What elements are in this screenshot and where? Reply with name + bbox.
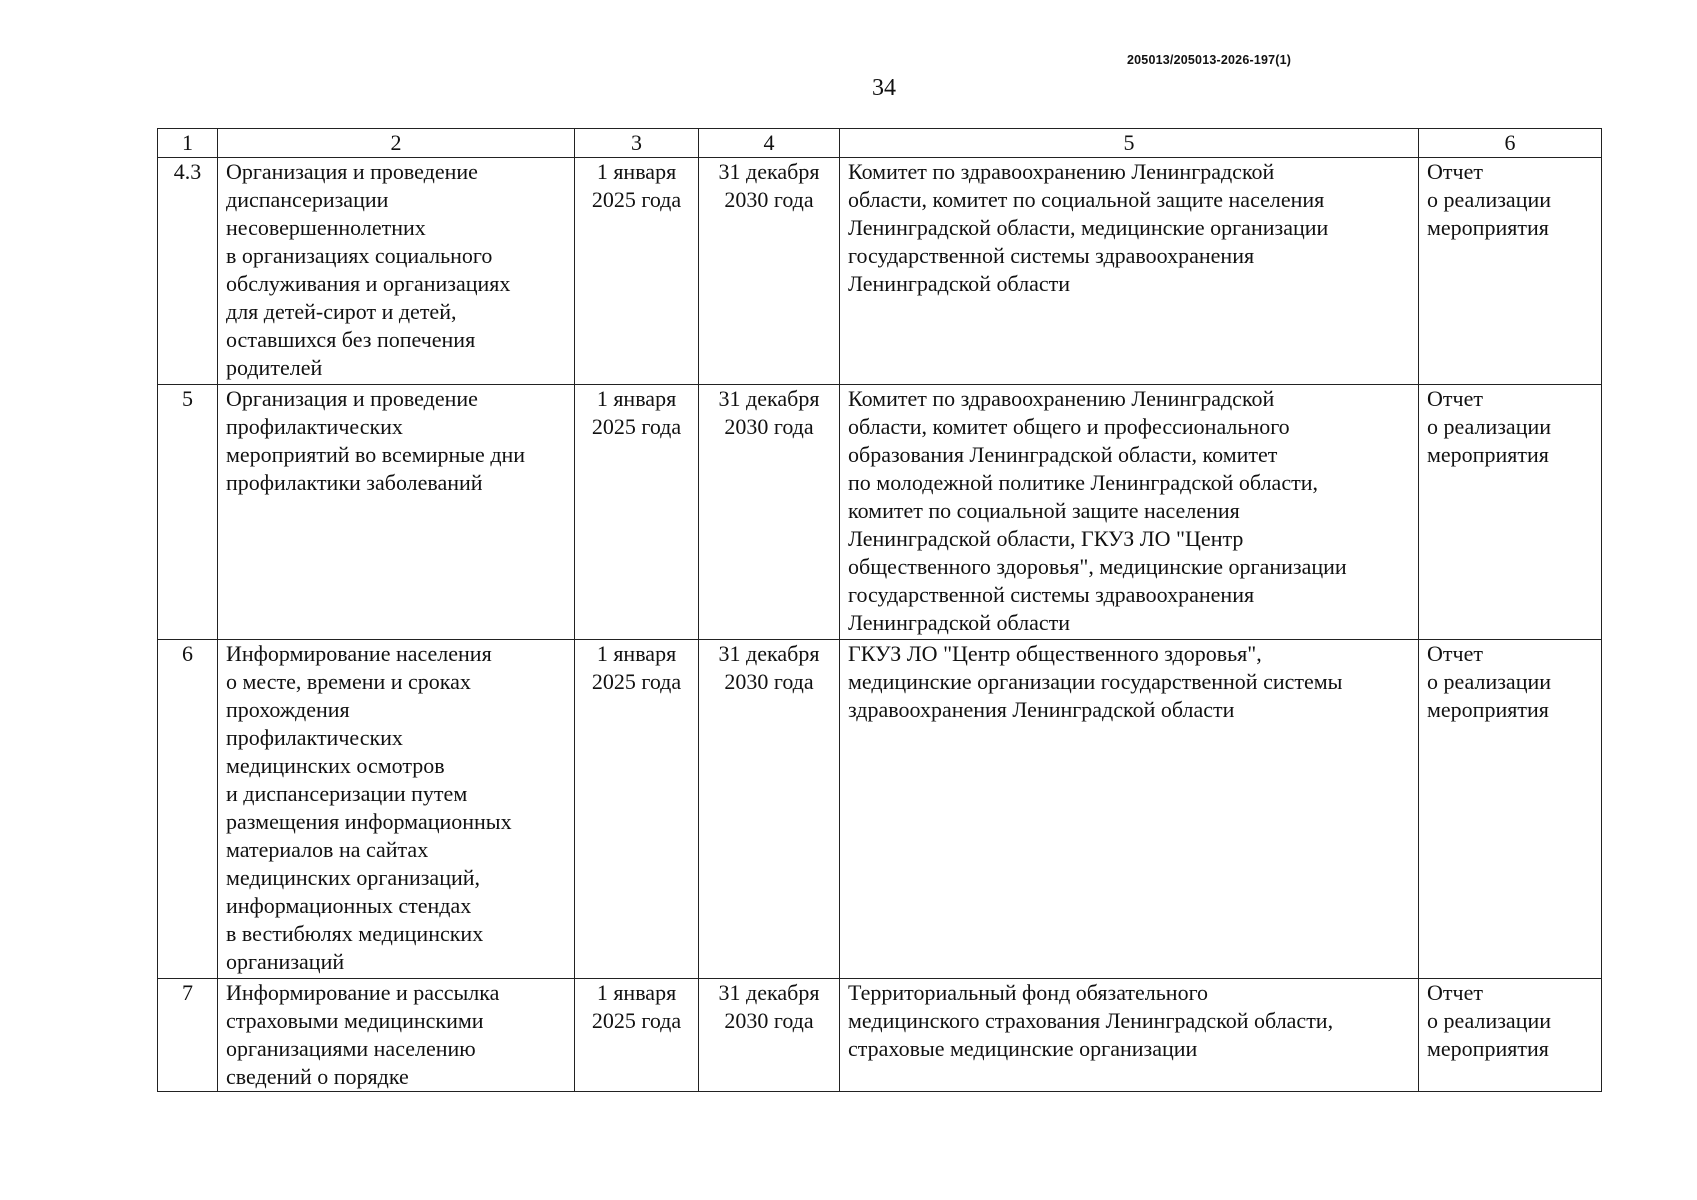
start-date-cell: 1 января 2025 года: [575, 640, 699, 979]
activity-cell: Информирование населения о месте, времени и сроках прохождения профилактических медицинских осмотров и диспансеризации путем размещения информационных материалов на сайтах медицинских организаций, информационных стендах в вестибюлях медицинских организаций: [218, 640, 575, 979]
page-number: 34: [872, 75, 896, 101]
column-header-3: 3: [575, 129, 699, 158]
column-header-6: 6: [1419, 129, 1602, 158]
column-header-2: 2: [218, 129, 575, 158]
executors-cell: Комитет по здравоохранению Ленинградской области, комитет по социальной защите населения Ленинградской области, медицинские организации государственной системы здравоохранения Ленинградской области: [840, 158, 1419, 385]
activity-cell: Организация и проведение диспансеризации несовершеннолетних в организациях социального обслуживания и организациях для детей-сирот и детей, оставшихся без попечения родителей: [218, 158, 575, 385]
start-date-cell: 1 января 2025 года: [575, 158, 699, 385]
table-row: [158, 979, 1602, 1092]
column-header-1: 1: [158, 129, 218, 158]
end-date-cell: 31 декабря 2030 года: [699, 640, 840, 979]
row-number: 5: [158, 385, 218, 640]
result-cell: Отчет о реализации мероприятия: [1419, 158, 1602, 385]
end-date-cell: 31 декабря 2030 года: [699, 979, 840, 1092]
executors-cell: ГКУЗ ЛО "Центр общественного здоровья", медицинские организации государственной системы здравоохранения Ленинградской области: [840, 640, 1419, 979]
start-date-cell: 1 января 2025 года: [575, 979, 699, 1092]
row-number: 4.3: [158, 158, 218, 385]
activity-table: [157, 128, 1602, 1092]
table-row: [158, 640, 1602, 979]
executors-cell: Комитет по здравоохранению Ленинградской области, комитет общего и профессионального образования Ленинградской области, комитет по молодежной политике Ленинградской области, комитет по социальной защите населения Ленинградской области, ГКУЗ ЛО "Центр общественного здоровья", медицинские организации государственной системы здравоохранения Ленинградской области: [840, 385, 1419, 640]
result-cell: Отчет о реализации мероприятия: [1419, 640, 1602, 979]
column-header-5: 5: [840, 129, 1419, 158]
activity-cell: Организация и проведение профилактических мероприятий во всемирные дни профилактики заболеваний: [218, 385, 575, 640]
row-number: 7: [158, 979, 218, 1092]
end-date-cell: 31 декабря 2030 года: [699, 385, 840, 640]
result-cell: Отчет о реализации мероприятия: [1419, 979, 1602, 1092]
result-cell: Отчет о реализации мероприятия: [1419, 385, 1602, 640]
column-header-4: 4: [699, 129, 840, 158]
executors-cell: Территориальный фонд обязательного медицинского страхования Ленинградской области, страховые медицинские организации: [840, 979, 1419, 1092]
row-number: 6: [158, 640, 218, 979]
activity-cell: Информирование и рассылка страховыми медицинскими организациями населению сведений о порядке: [218, 979, 575, 1092]
table-row: [158, 385, 1602, 640]
start-date-cell: 1 января 2025 года: [575, 385, 699, 640]
end-date-cell: 31 декабря 2030 года: [699, 158, 840, 385]
table-row: [158, 158, 1602, 385]
table-header-row: [158, 129, 1602, 158]
document-id: 205013/205013-2026-197(1): [1127, 53, 1292, 67]
